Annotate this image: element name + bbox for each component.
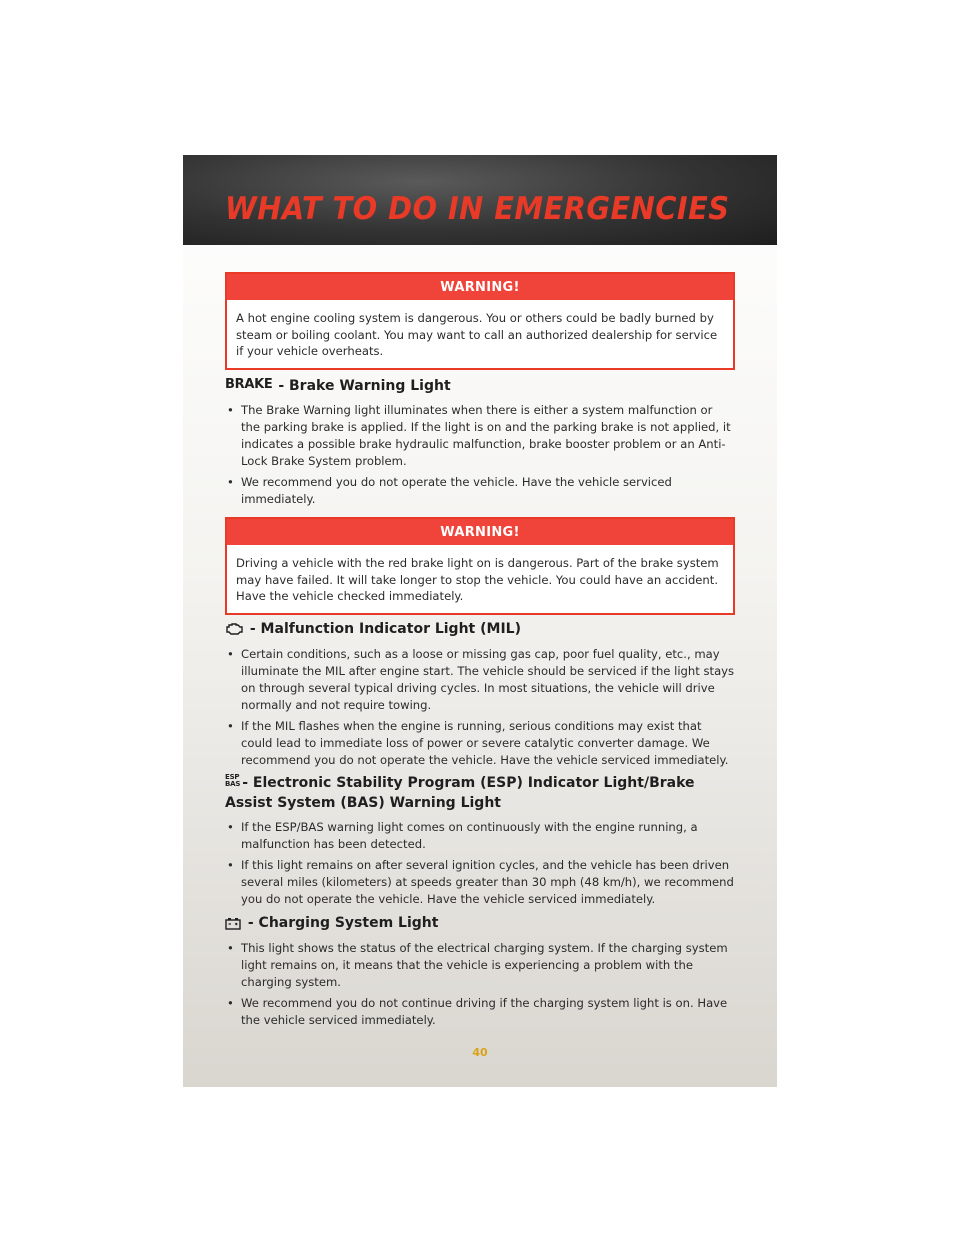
section-title: - Charging System Light	[247, 915, 439, 931]
list-item: • If the MIL flashes when the engine is running, serious conditions may exist that could lead to immediate loss of power or severe catalytic converter damage. We recommend you do not operate the vehicle. Have the vehicle serviced immediately.	[225, 718, 735, 769]
section-heading-charging	[225, 913, 745, 936]
brake-warning-icon: BRAKE	[225, 377, 273, 392]
battery-icon	[225, 916, 241, 936]
mil-bullet-list	[225, 646, 735, 773]
warning-label: WARNING!	[227, 519, 733, 545]
list-item: • The Brake Warning light illuminates when there is either a system malfunction or the parking brake is applied. If the light is on and the parking brake is not applied, it indicates a possible brake hydraulic malfunction, brake booster problem or an Anti-Lock Brake System problem.	[225, 402, 735, 470]
section-heading-brake	[225, 375, 745, 396]
page-header	[183, 155, 777, 245]
section-title: - Brake Warning Light	[278, 378, 451, 394]
warning-text: A hot engine cooling system is dangerous. You or others could be badly burned by steam or boiling coolant. You may want to call an authorized dealership for service if your vehicle overheats.	[236, 311, 718, 358]
warning-box-cooling	[225, 272, 735, 370]
warning-label: WARNING!	[227, 274, 733, 300]
warning-text: Driving a vehicle with the red brake light on is dangerous. Part of the brake system may have failed. It will take longer to stop the vehicle. You could have an accident. Have the vehicle checked immediately.	[236, 556, 719, 603]
list-item: • This light shows the status of the electrical charging system. If the charging system light remains on, it means that the vehicle is experiencing a problem with the charging system.	[225, 940, 735, 991]
manual-page	[183, 155, 777, 1087]
check-engine-icon	[225, 622, 243, 642]
warning-box-brake	[225, 517, 735, 615]
esp-badge-top: ESP	[225, 773, 240, 781]
list-item: • Certain conditions, such as a loose or missing gas cap, poor fuel quality, etc., may illuminate the MIL after engine start. The vehicle should be serviced if the light stays on through several typical driving cycles. In most situations, the vehicle will drive normally and not require towing.	[225, 646, 735, 714]
section-title: - Malfunction Indicator Light (MIL)	[249, 621, 521, 637]
section-heading-esp	[225, 773, 745, 813]
esp-bas-icon	[225, 774, 240, 788]
list-item: • If the ESP/BAS warning light comes on continuously with the engine running, a malfunction has been detected.	[225, 819, 735, 853]
list-item: • We recommend you do not continue driving if the charging system light is on. Have the vehicle serviced immediately.	[225, 995, 735, 1029]
brake-bullet-list	[225, 402, 735, 512]
list-item: • We recommend you do not operate the vehicle. Have the vehicle serviced immediately.	[225, 474, 735, 508]
page-title: WHAT TO DO IN EMERGENCIES	[225, 191, 730, 227]
section-title: - Electronic Stability Program (ESP) Indicator Light/Brake Assist System (BAS) Warning Light	[225, 775, 695, 811]
charging-bullet-list	[225, 940, 735, 1033]
list-item: • If this light remains on after several ignition cycles, and the vehicle has been driven several miles (kilometers) at speeds greater than 30 mph (48 km/h), we recommend you do not operate the vehicle. Have the vehicle serviced immediately.	[225, 857, 735, 908]
section-heading-mil	[225, 619, 745, 642]
esp-bullet-list	[225, 819, 735, 912]
esp-badge-bottom: BAS	[225, 780, 241, 788]
page-number: 40	[472, 1046, 488, 1059]
